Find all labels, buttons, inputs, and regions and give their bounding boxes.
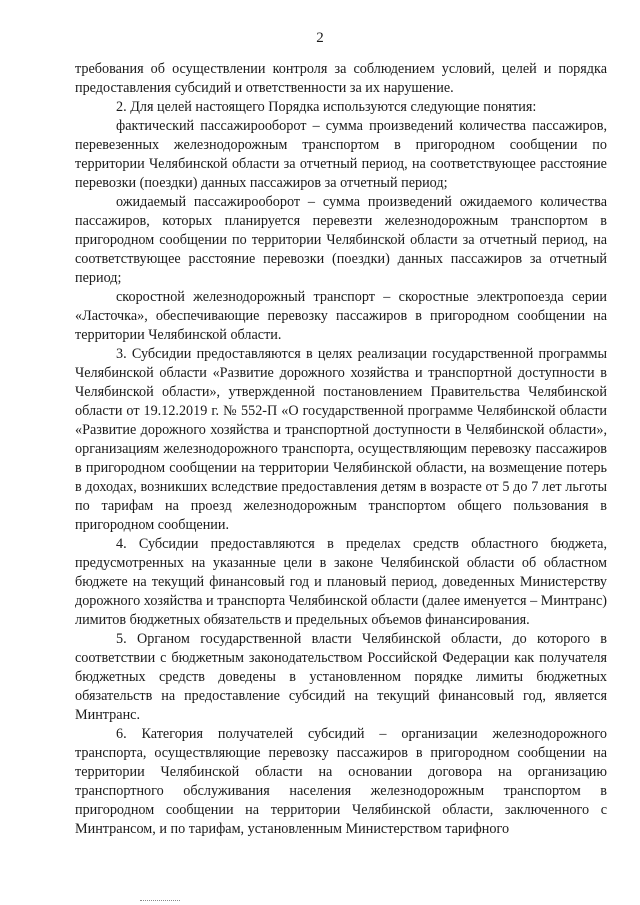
definition-high-speed-transport: скоростной железнодорожный транспорт – скоростные электропоезда серии «Ласточка», обеспечивающие перевозку пассажиров в пригородном сообщении на территории Челябинской области. <box>75 289 607 343</box>
document-body <box>75 60 607 839</box>
paragraph-continuation: требования об осуществлении контроля за соблюдением условий, целей и порядка предоставления субсидий и ответственности за их нарушение. <box>75 61 607 96</box>
paragraph-5: 5. Органом государственной власти Челябинской области, до которого в соответствии с бюджетным законодательством Российской Федерации как получателя бюджетных средств доведены в установленном порядке лимиты бюджетных обязательств на предоставление субсидий на текущий финансовый год, является Минтранс. <box>75 631 607 723</box>
definition-expected-passenger-turnover: ожидаемый пассажирооборот – сумма произведений ожидаемого количества пассажиров, которых планируется перевезти железнодорожным транспортом в пригородном сообщении по территории Челябинской области за отчетный период, на соответствующее расстояние перевозки (поездки) данных пассажиров за отчетный период; <box>75 194 607 286</box>
paragraph-4: 4. Субсидии предоставляются в пределах средств областного бюджета, предусмотренных на указанные цели в законе Челябинской области об областном бюджете на текущий финансовый год и плановый период, доведенных Министерству дорожного хозяйства и транспорта Челябинской области (далее именуется – Минтранс) лимитов бюджетных обязательств и предельных объемов финансирования. <box>75 536 607 628</box>
paragraph-3: 3. Субсидии предоставляются в целях реализации государственной программы Челябинской области «Развитие дорожного хозяйства и транспортной доступности в Челябинской области», утвержденной постановлением Правительства Челябинской области от 19.12.2019 г. № 552-П «О государственной программе Челябинской области «Развитие дорожного хозяйства и транспортной доступности в Челябинской области», организациям железнодорожного транспорта, осуществляющим перевозку пассажиров в пригородном сообщении на территории Челябинской области, на возмещение потерь в доходах, возникших вследствие предоставления детям в возрасте от 5 до 7 лет льготы по тарифам на проезд железнодорожным транспортом общего пользования в пригородном сообщении. <box>75 346 607 533</box>
paragraph-2-intro: 2. Для целей настоящего Порядка используются следующие понятия: <box>116 99 537 115</box>
definition-actual-passenger-turnover: фактический пассажирооборот – сумма произведений количества пассажиров, перевезенных железнодорожным транспортом в пригородном сообщении по территории Челябинской области за отчетный период, на соответствующее расстояние перевозки (поездки) данных пассажиров за отчетный период; <box>75 118 607 191</box>
page-number: 2 <box>316 30 324 46</box>
scan-artifact-mark <box>140 900 180 903</box>
paragraph-6: 6. Категория получателей субсидий – организации железнодорожного транспорта, осуществляющие перевозку пассажиров в пригородном сообщении на территории Челябинской области на основании договора на организацию транспортного обслуживания населения железнодорожным транспортом в пригородном сообщении на территории Челябинской области, заключенного с Минтрансом, и по тарифам, установленным Министерством тарифного <box>75 726 607 837</box>
